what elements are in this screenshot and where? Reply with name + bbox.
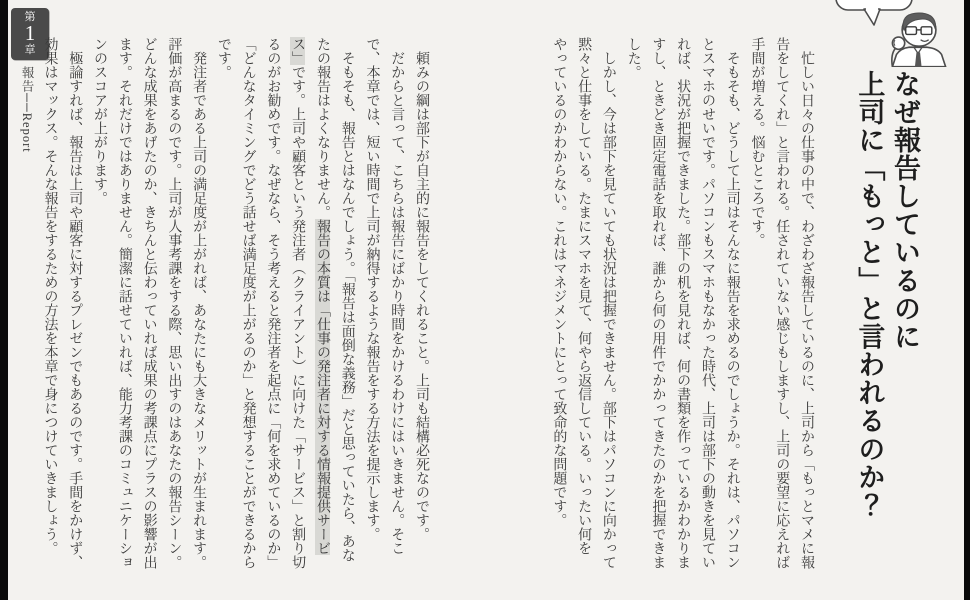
paragraph: 忙しい日々の仕事の中で、わざわざ報告しているのに、上司から「もっとマメに報告をしてくれ」と言われる。任されていない感じもしますし、上司の要望に応えれば手間が増える。悩むところです。 (749, 37, 814, 569)
page-title-line-1: なぜ報告しているのに (890, 70, 920, 351)
chapter-badge-suffix: 章 (24, 43, 36, 56)
chapter-badge-number: 1 (24, 21, 36, 46)
page-title-line-2: 上司に「もっと」と言われるのか？ (854, 70, 885, 520)
right-page-body-text (546, 37, 818, 573)
paragraph: 極論すれば、報告は上司や顧客に対するプレゼンでもあるのです。手間をかけず、効果はマックス。そんな報告をするための方法を本章で身につけていきましょう。 (42, 37, 83, 569)
right-letterbox-bar (964, 0, 970, 600)
left-page-body-text (37, 37, 433, 573)
paragraph: しかし、今は部下を見ていても状況は把握できません。部下はパソコンに向かって黙々と仕事をしている。たまにスマホを見て、何やら返信している。いったい何をやっているのかわからない。これはマネジメントにとって致命的な問題です。 (551, 37, 616, 569)
paragraph: そもそも、どうして上司はそんなに報告を求めるのでしょうか。それは、パソコンとスマホのせいです。パソコンもスマホもなかった時代、上司は部下の動きを見ていれば、状況が把握できました。部下の机を見れば、何の書類を作っているかわかりますし、ときどき固定電話を取れば、誰から何の用件でかかってきたのかを把握できました。 (625, 37, 740, 569)
highlighted-phrase: 報告の本質は「仕事の発注者に対する情報提供サービス」 (290, 37, 330, 555)
paragraph: 発注者である上司の満足度が上がれば、あなたにも大きなメリットが生まれます。評価が高まるのです。上司が人事考課をする際、思い出すのはあなたの報告シーン。どんな成果をあげたのか、きちんと伝わっていれば成果の考課点にプラスの影響が出ます。それだけではありません。簡潔に話せていれば、能力考課のコミュニケーションのスコアが上がります。 (92, 37, 207, 569)
paragraph-with-highlight (210, 37, 359, 573)
page-title (851, 70, 922, 570)
paragraph-text: そもそも、報告とはなんでしょう。「報告は面倒な義務」だと思っていたら、あなたの報告はよくなりません。 (314, 37, 355, 562)
paragraph: だからと言って、こちらは報告にばかり時間をかけるわけにはいきません。そこで、本章では、短い時間で上司が納得するような報告をする方法を提示します。 (364, 37, 405, 555)
paragraph-text: です。上司や顧客という発注者（クライアント）に向けた「サービス」と割り切るのがお勧めです。なぜなら、そう考えると発注者を起点に「何を求めているのか」「どんなタイミングでどう話せば満足度が上がるのか」と発想することができるからです。 (215, 37, 306, 569)
businessman-icon (874, 5, 962, 67)
chapter-badge-prefix: 第 (24, 11, 36, 24)
businessman-illustration (834, 0, 964, 74)
paragraph: 頼みの綱は部下が自主的に報告をしてくれること。上司も結構必死なのです。 (414, 51, 429, 541)
chapter-running-title: 報告──Report (20, 66, 34, 153)
left-letterbox-bar (0, 0, 8, 600)
